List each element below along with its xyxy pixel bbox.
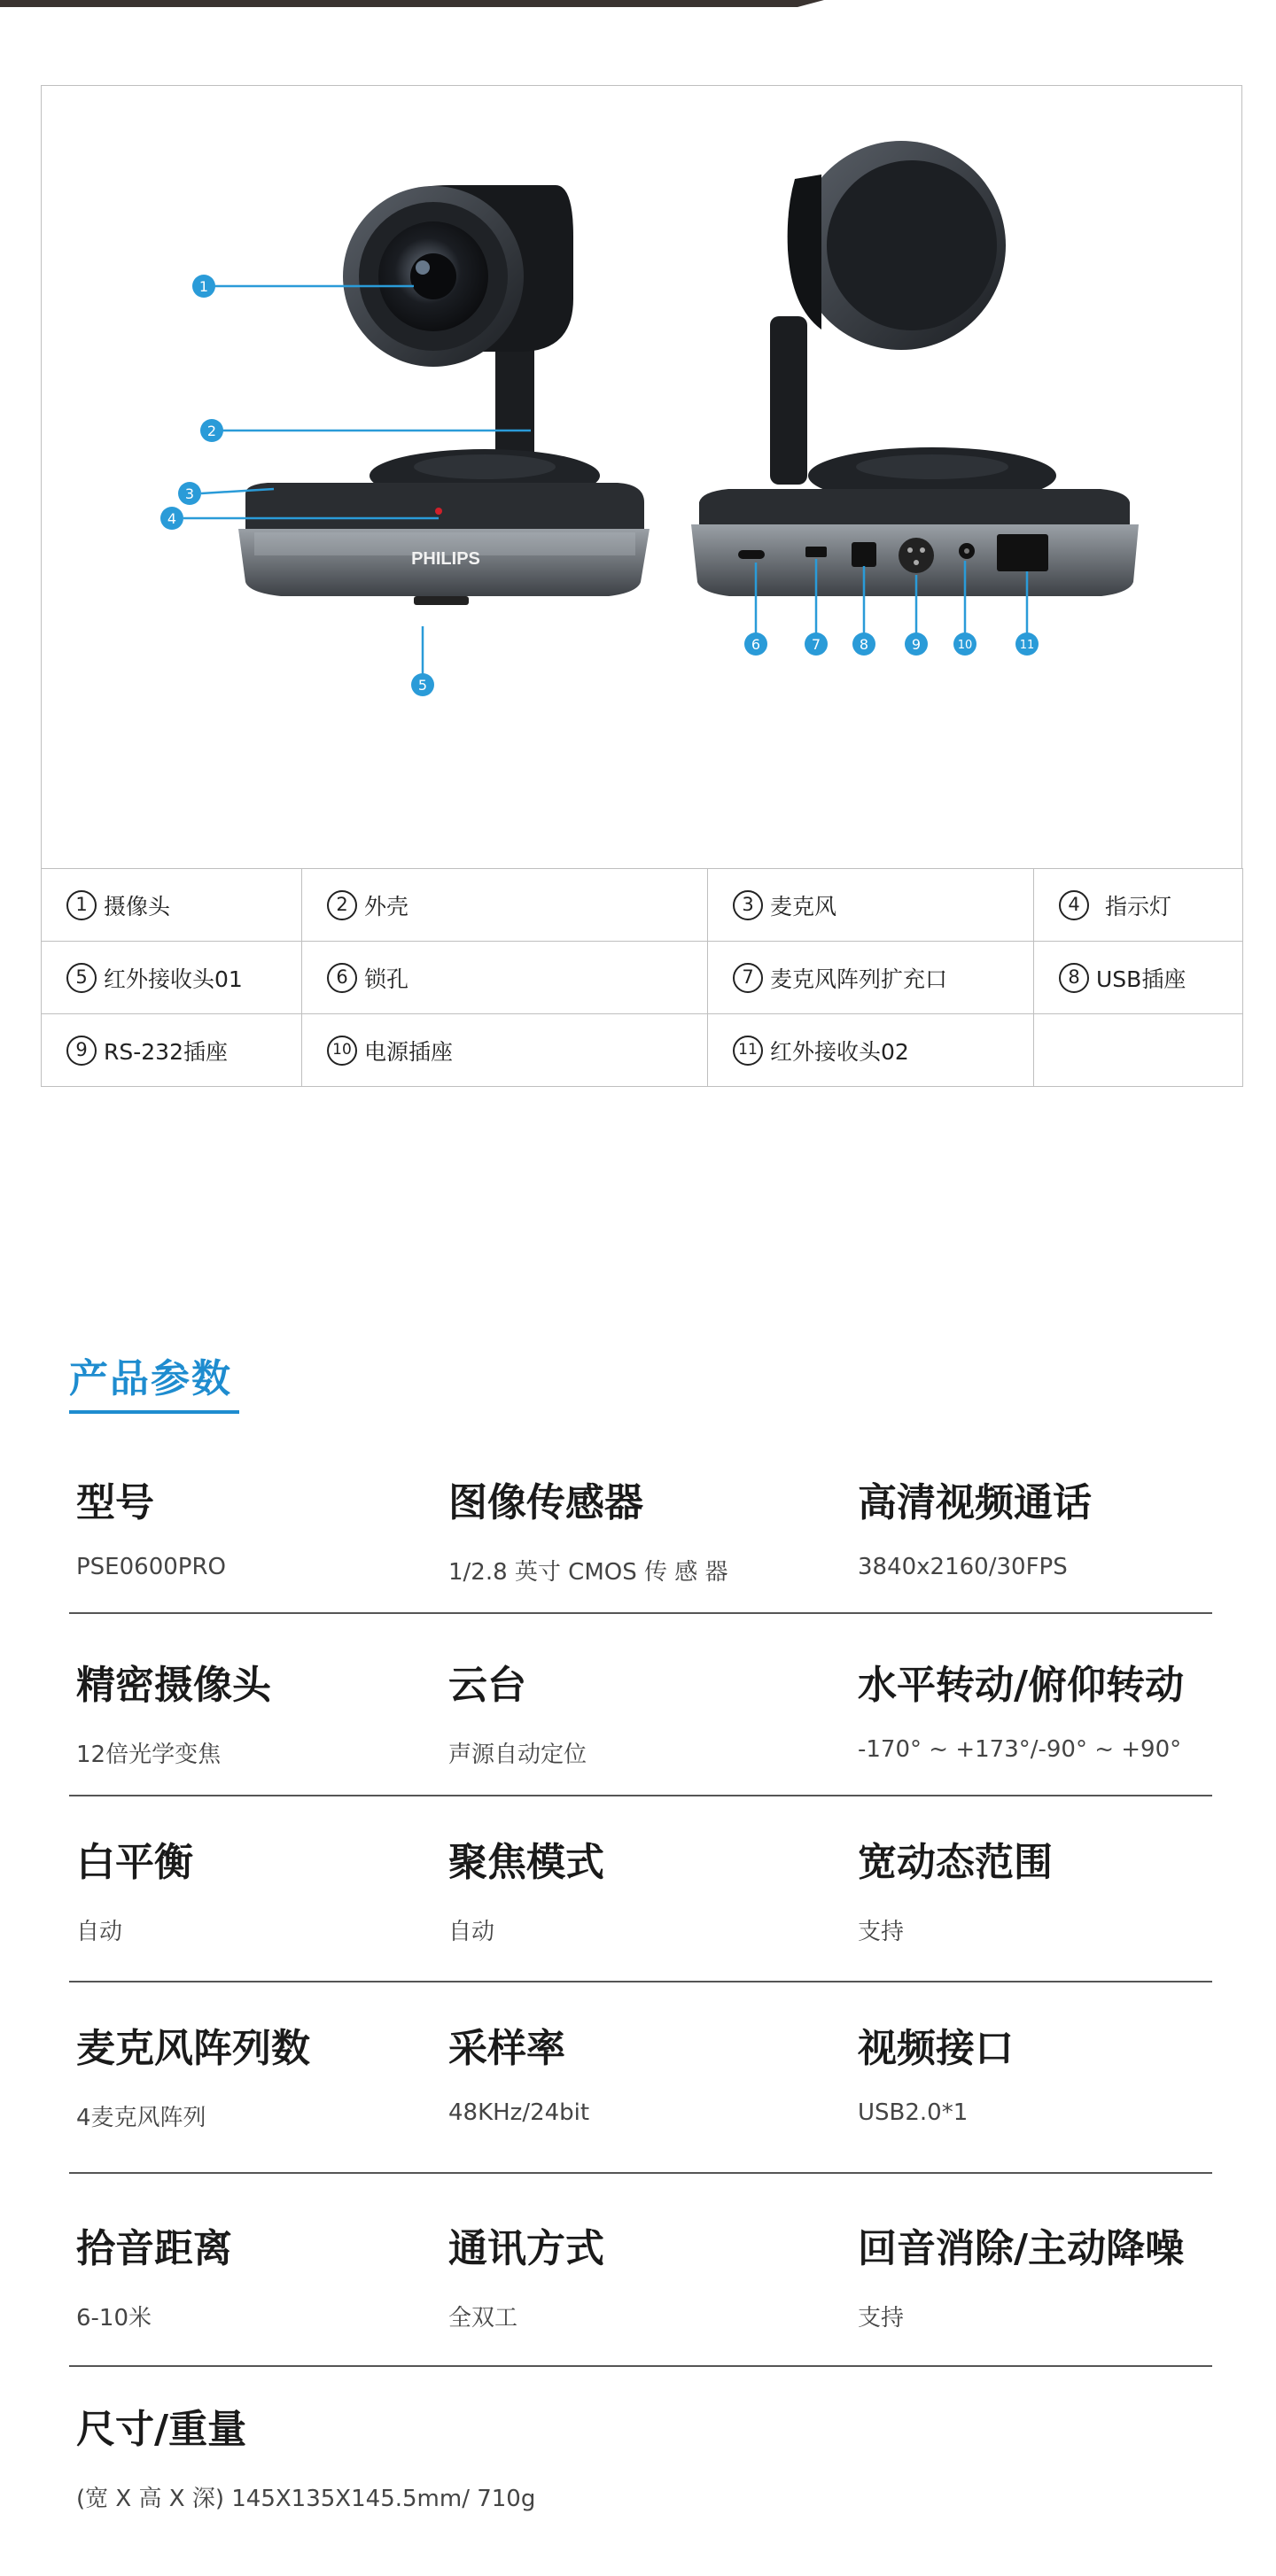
part-label: 摄像头: [104, 893, 171, 919]
table-cell: [42, 869, 302, 942]
spec-value: 支持: [858, 1919, 905, 1945]
top-banner-strip: [0, 0, 1276, 9]
spec-item: [76, 2397, 535, 2513]
table-cell-empty: [1034, 1014, 1243, 1087]
callout-4: [160, 507, 183, 530]
svg-text:8: 8: [859, 636, 869, 653]
part-label: USB插座: [1096, 966, 1187, 992]
spec-item: [76, 1653, 271, 1769]
spec-label: 白平衡: [76, 1840, 193, 1885]
spec-label: 高清视频通话: [858, 1480, 1092, 1525]
callout-10: [953, 632, 976, 656]
spec-item: [858, 2016, 1014, 2126]
table-cell: [302, 1014, 708, 1087]
part-number: 3: [733, 890, 763, 920]
spec-label: 回音消除/主动降噪: [858, 2226, 1185, 2271]
spec-label: 采样率: [448, 2026, 565, 2071]
spec-item: [448, 1653, 587, 1769]
part-number: 1: [66, 890, 97, 920]
spec-value: 48KHz/24bit: [448, 2099, 590, 2126]
spec-value: 自动: [448, 1919, 495, 1945]
table-cell: [302, 869, 708, 942]
svg-text:6: 6: [751, 636, 761, 653]
callout-5: [411, 673, 434, 696]
spec-divider: [69, 2172, 1212, 2174]
table-row: [42, 869, 1243, 942]
svg-text:7: 7: [811, 636, 821, 653]
spec-label: 拾音距离: [76, 2226, 232, 2271]
table-cell: [708, 869, 1034, 942]
part-number: 11: [733, 1036, 763, 1066]
table-cell: [1034, 869, 1243, 942]
part-label: 红外接收头02: [770, 1038, 909, 1065]
part-label: 外壳: [364, 893, 409, 919]
svg-text:4: 4: [167, 510, 177, 527]
table-row: [42, 1014, 1243, 1087]
spec-divider: [69, 2365, 1212, 2367]
callout-8: [852, 632, 875, 656]
spec-section-title: 产品参数: [69, 1356, 232, 1401]
svg-text:5: 5: [417, 677, 428, 694]
table-cell: [708, 942, 1034, 1014]
part-number: 7: [733, 963, 763, 993]
svg-text:11: 11: [1019, 639, 1035, 652]
camera-illustration: [42, 86, 1241, 869]
spec-item: [76, 1830, 193, 1946]
part-label: 红外接收头01: [104, 966, 243, 992]
table-cell: [1034, 942, 1243, 1014]
svg-text:1: 1: [198, 278, 209, 295]
part-label: 麦克风阵列扩充口: [770, 966, 948, 992]
callout-1: [192, 275, 215, 298]
part-number: 10: [327, 1036, 357, 1066]
part-label: RS-232插座: [104, 1038, 228, 1065]
part-label: 锁孔: [364, 966, 409, 992]
spec-title-underline: [69, 1410, 239, 1414]
spec-divider: [69, 1795, 1212, 1796]
callout-9: [905, 632, 928, 656]
spec-value: PSE0600PRO: [76, 1554, 226, 1580]
spec-value: 自动: [76, 1919, 123, 1945]
spec-value: (宽 X 高 X 深) 145X135X145.5mm/ 710g: [76, 2486, 536, 2512]
spec-item: [448, 2216, 604, 2332]
spec-item: [448, 2016, 589, 2126]
spec-label: 通讯方式: [448, 2226, 604, 2271]
part-label: 电源插座: [364, 1038, 454, 1065]
svg-text:3: 3: [184, 485, 195, 502]
spec-label: 图像传感器: [448, 1480, 643, 1525]
spec-item: [858, 1470, 1092, 1580]
part-number: 4: [1059, 890, 1089, 920]
callout-3: [178, 482, 201, 505]
part-number: 6: [327, 963, 357, 993]
product-figure: [41, 85, 1242, 868]
callout-7: [805, 632, 828, 656]
table-cell: [708, 1014, 1034, 1087]
spec-label: 聚焦模式: [448, 1840, 604, 1885]
spec-value: 12倍光学变焦: [76, 1742, 222, 1768]
spec-value: 4麦克风阵列: [76, 2105, 206, 2131]
part-label: 指示灯: [1105, 893, 1172, 919]
spec-value: USB2.0*1: [858, 2099, 969, 2126]
spec-item: [858, 2216, 1184, 2332]
callout-2: [200, 419, 223, 442]
spec-label: 麦克风阵列数: [76, 2026, 310, 2071]
front-camera: [238, 185, 650, 605]
table-cell: [42, 1014, 302, 1087]
spec-item: [448, 1470, 728, 1587]
part-label: 麦克风: [770, 893, 837, 919]
parts-legend-table: [41, 868, 1243, 1087]
table-cell: [302, 942, 708, 1014]
spec-item: [76, 1470, 226, 1580]
spec-value: 6-10米: [76, 2305, 152, 2332]
spec-item: [858, 1830, 1053, 1946]
spec-value: 全双工: [448, 2305, 518, 2332]
spec-label: 视频接口: [858, 2026, 1014, 2071]
table-cell: [42, 942, 302, 1014]
part-number: 2: [327, 890, 357, 920]
part-number: 9: [66, 1036, 97, 1066]
part-number: 5: [66, 963, 97, 993]
svg-text:2: 2: [206, 423, 217, 439]
spec-divider: [69, 1612, 1212, 1614]
spec-label: 精密摄像头: [76, 1663, 271, 1708]
rear-camera: [691, 141, 1139, 596]
svg-text:10: 10: [957, 639, 973, 652]
spec-item: [76, 2216, 232, 2332]
callout-6: [744, 632, 767, 656]
part-number: 8: [1059, 963, 1089, 993]
spec-value: 声源自动定位: [448, 1742, 587, 1768]
spec-label: 尺寸/重量: [76, 2407, 247, 2452]
spec-label: 型号: [76, 1480, 154, 1525]
spec-item: [448, 1830, 604, 1946]
spec-divider: [69, 1981, 1212, 1982]
spec-value: -170° ~ +173°/-90° ~ +90°: [858, 1736, 1182, 1763]
callout-11: [1015, 632, 1039, 656]
spec-value: 3840x2160/30FPS: [858, 1554, 1068, 1580]
spec-label: 水平转动/俯仰转动: [858, 1663, 1185, 1708]
spec-value: 支持: [858, 2305, 905, 2332]
spec-item: [858, 1653, 1184, 1763]
spec-label: 宽动态范围: [858, 1840, 1053, 1885]
spec-value: 1/2.8 英寸 CMOS 传 感 器: [448, 1559, 728, 1586]
philips-logo: PHILIPS: [411, 549, 480, 569]
svg-text:9: 9: [911, 636, 922, 653]
table-row: [42, 942, 1243, 1014]
spec-item: [76, 2016, 310, 2132]
spec-label: 云台: [448, 1663, 526, 1708]
